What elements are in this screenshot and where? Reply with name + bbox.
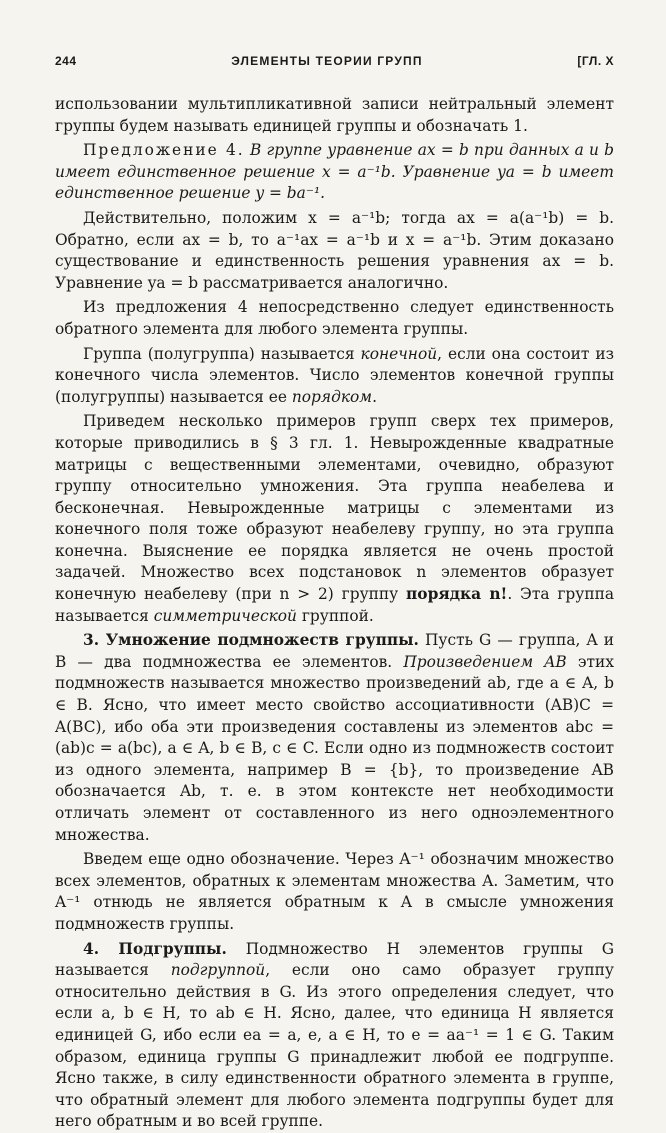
- page-number: 244: [55, 54, 77, 68]
- inverse-set-paragraph: Введем еще одно обозначение. Через A⁻¹ обозначим множество всех элементов, обратных к элементам множества A. Заметим, что A⁻¹ отнюдь не является обратным к A в смысле умножения подмножеств группы.: [55, 850, 614, 933]
- term-product: Произведением AB: [403, 652, 567, 671]
- finite-group-definition: Группа (полугруппа) называется конечной, если она состоит из конечного числа элементов. Число элементов конечной группы (полугруппы) называется ее порядком.: [55, 344, 614, 406]
- corollary-paragraph: Из предложения 4 непосредственно следует единственность обратного элемента для любого элемента группы.: [55, 298, 614, 338]
- paragraph-continuation: использовании мультипликативной записи нейтральный элемент группы будем называть единицей группы и обозначать 1.: [55, 95, 614, 135]
- term-subgroup: подгруппой: [170, 961, 266, 980]
- proof-paragraph: Действительно, положим x = a⁻¹b; тогда ax = a(a⁻¹b) = b. Обратно, если ax = b, то a⁻¹ax = a⁻¹b и x = a⁻¹b. Этим доказано существование и единственность решения уравнения ax = b. Уравнение ya = b рассматривается аналогично.: [55, 208, 614, 292]
- term-symmetric: симметрической: [153, 606, 297, 625]
- section-4-heading: 4. Подгруппы.: [83, 939, 227, 958]
- proposition-4: [55, 140, 614, 205]
- proposition-label: Предложение 4.: [83, 141, 245, 160]
- section-3-heading: 3. Умножение подмножеств группы.: [83, 631, 419, 650]
- order-n-factorial: порядка n!: [406, 585, 508, 604]
- section-3-paragraph: 3. Умножение подмножеств группы. Пусть G — группа, A и B — два подмножества ее элементов. Произведением AB этих подмножеств называется множество произведений ab, где a ∈ A, b ∈ B. Ясно, что имеет место свойство ассоциативности (AB)C = A(BC), ибо оба эти произведения составлены из элементов abc = (ab)c = a(bc), a ∈ A, b ∈ B, c ∈ C. Если одно из подмножеств состоит из одного элемента, например B = {b}, то произведение AB обозначается Ab, т. е. в этом контексте нет необходимости отличать элемент от составленного из него одноэлементного множества.: [55, 631, 614, 844]
- page-body: [55, 94, 614, 1133]
- examples-paragraph: Приведем несколько примеров групп сверх тех примеров, которые приводились в § 3 гл. 1. Невырожденные квадратные матрицы с вещественными элементами, очевидно, образуют группу относительно умножения. Эта группа неабелева и бесконечная. Невырожденные матрицы с элементами из конечного поля тоже образуют неабелеву группу, но эта группа конечна. Выяснение ее порядка является не очень простой задачей. Множество всех подстановок n элементов образует конечную неабелеву (при n > 2) группу порядка n!. Эта группа называется симметрической группой.: [55, 412, 615, 625]
- running-title: ЭЛЕМЕНТЫ ТЕОРИИ ГРУПП: [231, 54, 423, 68]
- chapter-label: [ГЛ. X: [577, 54, 614, 68]
- term-finite: конечной: [360, 344, 438, 363]
- running-header: [55, 54, 614, 68]
- term-order: порядком: [291, 387, 373, 406]
- section-4-paragraph: 4. Подгруппы. Подмножество H элементов группы G называется подгруппой, если оно само образует группу относительно действия в G. Из этого определения следует, что если a, b ∈ H, то ab ∈ H. Ясно, далее, что единица H является единицей G, ибо если ea = a, e, a ∈ H, то e = aa⁻¹ = 1 ∈ G. Таким образом, единица группы G принадлежит любой ее подгруппе. Ясно также, в силу единственности обратного элемента в группе, что обратный элемент для любого элемента подгруппы будет для него обратным и во всей группе.: [55, 939, 614, 1131]
- proposition-statement: В группе уравнение ax = b при данных a и b имеет единственное решение x = a⁻¹b. Уравнение ya = b имеет единственное решение y = ba⁻¹.: [55, 141, 614, 203]
